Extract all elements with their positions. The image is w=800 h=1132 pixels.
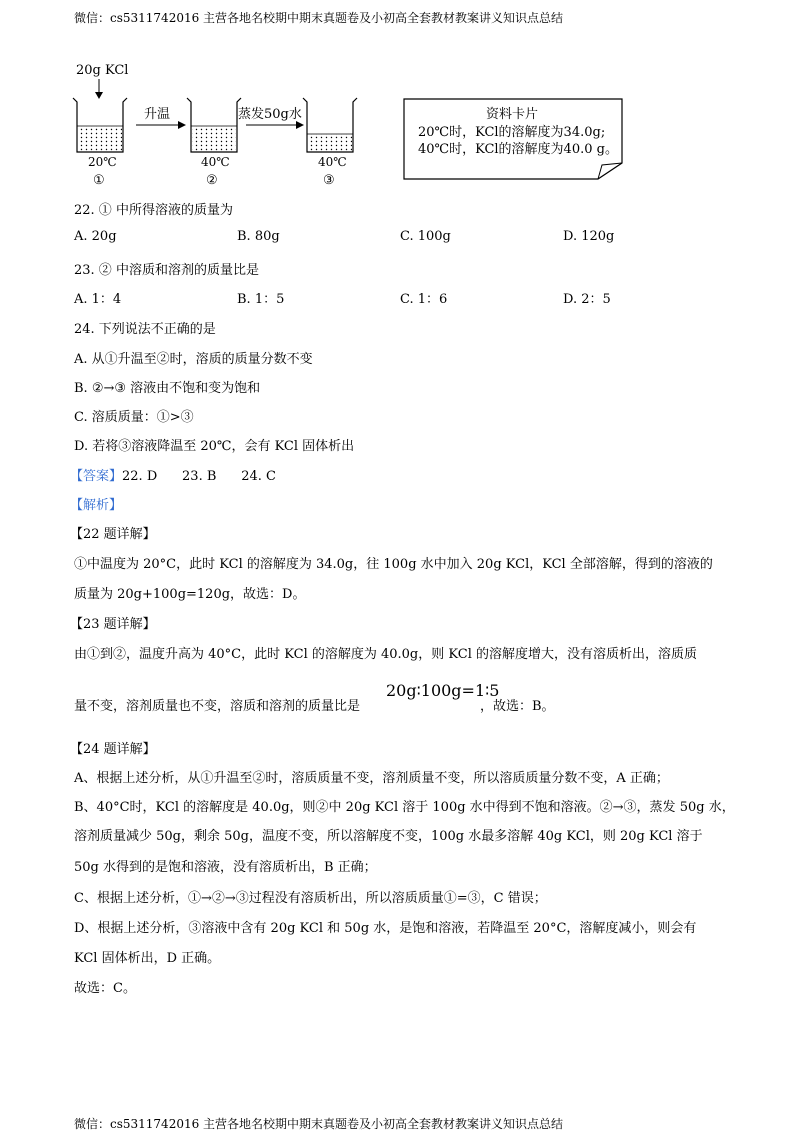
d24-line-6: D、根据上述分析，③溶液中含有 20g KCl 和 50g 水，是饱和溶液，若降温至 20°C，溶解度减小，则会有 xyxy=(74,921,697,936)
q24-option-b: B. ②→③ 溶液由不饱和变为饱和 xyxy=(74,381,261,396)
data-card xyxy=(404,99,622,179)
page-footer: 微信：cs5311742016 主营各地名校期中期末真题卷及小初高全套教材教案讲义知识点总结 xyxy=(74,1117,564,1131)
d24-line-1: A、根据上述分析，从①升温至②时，溶质质量不变，溶剂质量不变，所以溶质质量分数不变，A 正确； xyxy=(74,771,669,786)
q22-option-d: D. 120g xyxy=(563,229,615,244)
d24-line-7: KCl 固体析出，D 正确。 xyxy=(74,951,221,966)
d23-title: 【23 题详解】 xyxy=(70,617,156,632)
card-line-1: 20℃时，KCl的溶解度为34.0g; xyxy=(418,125,606,140)
beaker-1 xyxy=(73,98,127,152)
q24-stem: 24. 下列说法不正确的是 xyxy=(74,322,216,337)
q23-option-a: A. 1：4 xyxy=(74,292,122,307)
q23-option-d: D. 2：5 xyxy=(563,292,611,307)
beaker-2-temp: 40℃ xyxy=(201,155,230,169)
d23-line-1: 由①到②，温度升高为 40°C，此时 KCl 的溶解度为 40.0g，则 KCl 的溶解度增大，没有溶质析出，溶质质 xyxy=(74,647,697,662)
q23-option-b: B. 1：5 xyxy=(237,292,285,307)
d24-line-3: 溶剂质量减少 50g，剩余 50g，温度不变，所以溶解度不变，100g 水最多溶解 40g KCl，则 20g KCl 溶于 xyxy=(74,829,703,844)
d22-line-2: 质量为 20g+100g=120g，故选：D。 xyxy=(74,587,306,602)
d24-line-4: 50g 水得到的是饱和溶液，没有溶质析出，B 正确； xyxy=(74,860,377,875)
q23-option-c: C. 1：6 xyxy=(400,292,448,307)
beaker-2 xyxy=(187,98,241,152)
d24-line-2: B、40°C时，KCl 的溶解度是 40.0g，则②中 20g KCl 溶于 100g 水中得到不饱和溶液。②→③，蒸发 50g 水， xyxy=(74,800,735,815)
d23-line-2b: ，故选：B。 xyxy=(480,699,555,714)
q24-option-c: C. 溶质质量：①>③ xyxy=(74,410,194,425)
q22-stem: 22. ① 中所得溶液的质量为 xyxy=(74,203,233,218)
d24-line-8: 故选：C。 xyxy=(74,981,136,996)
d22-title: 【22 题详解】 xyxy=(70,527,156,542)
beaker-3-number: ③ xyxy=(323,173,335,188)
analysis-label: 【解析】 xyxy=(70,498,123,513)
d22-line-1: ①中温度为 20°C，此时 KCl 的溶解度为 34.0g，往 100g 水中加入 20g KCl，KCl 全部溶解，得到的溶液的 xyxy=(74,557,713,572)
q23-stem: 23. ② 中溶质和溶剂的质量比是 xyxy=(74,263,259,278)
q22-option-c: C. 100g xyxy=(400,229,451,244)
experiment-figure xyxy=(0,0,800,200)
card-line-2: 40℃时，KCl的溶解度为40.0 g。 xyxy=(418,142,618,157)
beaker-3 xyxy=(303,98,357,152)
d23-ratio-formula: 20g∶100g=1∶5 xyxy=(386,681,500,700)
add-kcl-label: 20g KCl xyxy=(76,63,129,78)
arrow-2-label: 蒸发50g水 xyxy=(238,107,302,122)
q22-option-b: B. 80g xyxy=(237,229,280,244)
beaker-1-number: ① xyxy=(93,173,105,188)
q24-option-a: A. 从①升温至②时，溶质的质量分数不变 xyxy=(74,352,313,367)
beaker-3-temp: 40℃ xyxy=(318,155,347,169)
q22-option-a: A. 20g xyxy=(74,229,117,244)
d23-line-2a: 量不变，溶剂质量也不变，溶质和溶剂的质量比是 xyxy=(74,699,361,714)
answer-text: 22. D 23. B 24. C xyxy=(122,469,276,484)
page-header: 微信：cs5311742016 主营各地名校期中期末真题卷及小初高全套教材教案讲义知识点总结 xyxy=(74,11,564,25)
beaker-2-number: ② xyxy=(206,173,218,188)
q24-option-d: D. 若将③溶液降温至 20℃，会有 KCl 固体析出 xyxy=(74,439,355,454)
beaker-1-temp: 20℃ xyxy=(88,155,117,169)
answer-label: 【答案】 xyxy=(70,469,123,484)
answer-line xyxy=(70,465,276,484)
d24-line-5: C、根据上述分析，①→②→③过程没有溶质析出，所以溶质质量①=③，C 错误； xyxy=(74,891,547,906)
card-title: 资料卡片 xyxy=(486,107,539,122)
arrow-1-label: 升温 xyxy=(144,107,171,122)
d24-title: 【24 题详解】 xyxy=(70,742,156,757)
